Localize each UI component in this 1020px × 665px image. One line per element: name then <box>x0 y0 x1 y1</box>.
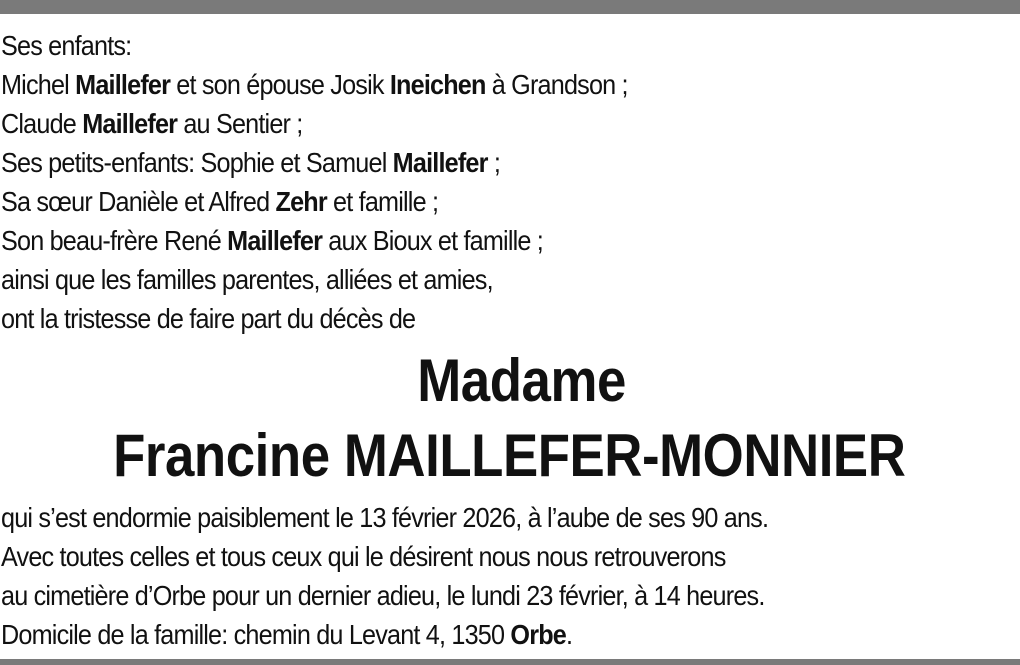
intro-line-claude <box>1 104 915 143</box>
surname: Ineichen <box>389 69 486 100</box>
surname: Maillefer <box>75 69 171 100</box>
text-span: Son beau-frère René <box>1 225 228 256</box>
deceased-name: Francine MAILLEFER-MONNIER <box>113 422 906 489</box>
text-span: et famille ; <box>326 186 439 217</box>
surname: Zehr <box>275 186 327 217</box>
text-span: et son épouse Josik <box>170 69 390 100</box>
bottom-divider <box>0 659 1020 665</box>
town-name: Orbe <box>510 619 567 650</box>
surname: Maillefer <box>82 108 178 139</box>
text-span: au cimetière d’Orbe pour un dernier adieu, le lundi 23 février, à 14 heures. <box>1 580 765 611</box>
intro-line-grandchildren <box>1 143 915 182</box>
details-line-ceremony <box>1 576 915 615</box>
text-span: aux Bioux et famille ; <box>322 225 544 256</box>
text-span: Sa sœur Danièle et Alfred <box>1 186 276 217</box>
text-span: Avec toutes celles et tous ceux qui le désirent nous nous retrouverons <box>1 541 726 572</box>
top-divider <box>0 0 1020 14</box>
intro-line-families <box>1 260 915 299</box>
intro-line-children-heading <box>1 26 915 65</box>
intro-line-announcement <box>1 299 915 338</box>
intro-line-michel <box>1 65 915 104</box>
death-notice <box>1 26 1017 654</box>
deceased-name-block <box>62 344 956 494</box>
text-span: Ses petits-enfants: Sophie et Samuel <box>1 147 393 178</box>
text-span: Domicile de la famille: chemin du Levant 4, 1350 <box>1 619 511 650</box>
text-span: . <box>566 619 573 650</box>
text-span: au Sentier ; <box>177 108 303 139</box>
deceased-title: Madame <box>417 347 626 414</box>
details-line-address <box>1 615 915 654</box>
text-span: à Grandson ; <box>485 69 628 100</box>
text-span: Michel <box>1 69 76 100</box>
text-span: ont la tristesse de faire part du décès de <box>1 303 416 334</box>
details-line-invitation <box>1 537 915 576</box>
text-span: ; <box>487 147 501 178</box>
text-span: ainsi que les familles parentes, alliées et amies, <box>1 264 493 295</box>
text-span: qui s’est endormie paisiblement le 13 février 2026, à l’aube de ses 90 ans. <box>1 502 769 533</box>
details-line-passing <box>1 498 915 537</box>
surname: Maillefer <box>392 147 488 178</box>
intro-line-brother-in-law <box>1 221 915 260</box>
surname: Maillefer <box>227 225 323 256</box>
text-span: Claude <box>1 108 83 139</box>
intro-line-sister <box>1 182 915 221</box>
text-span: Ses enfants: <box>1 30 132 61</box>
